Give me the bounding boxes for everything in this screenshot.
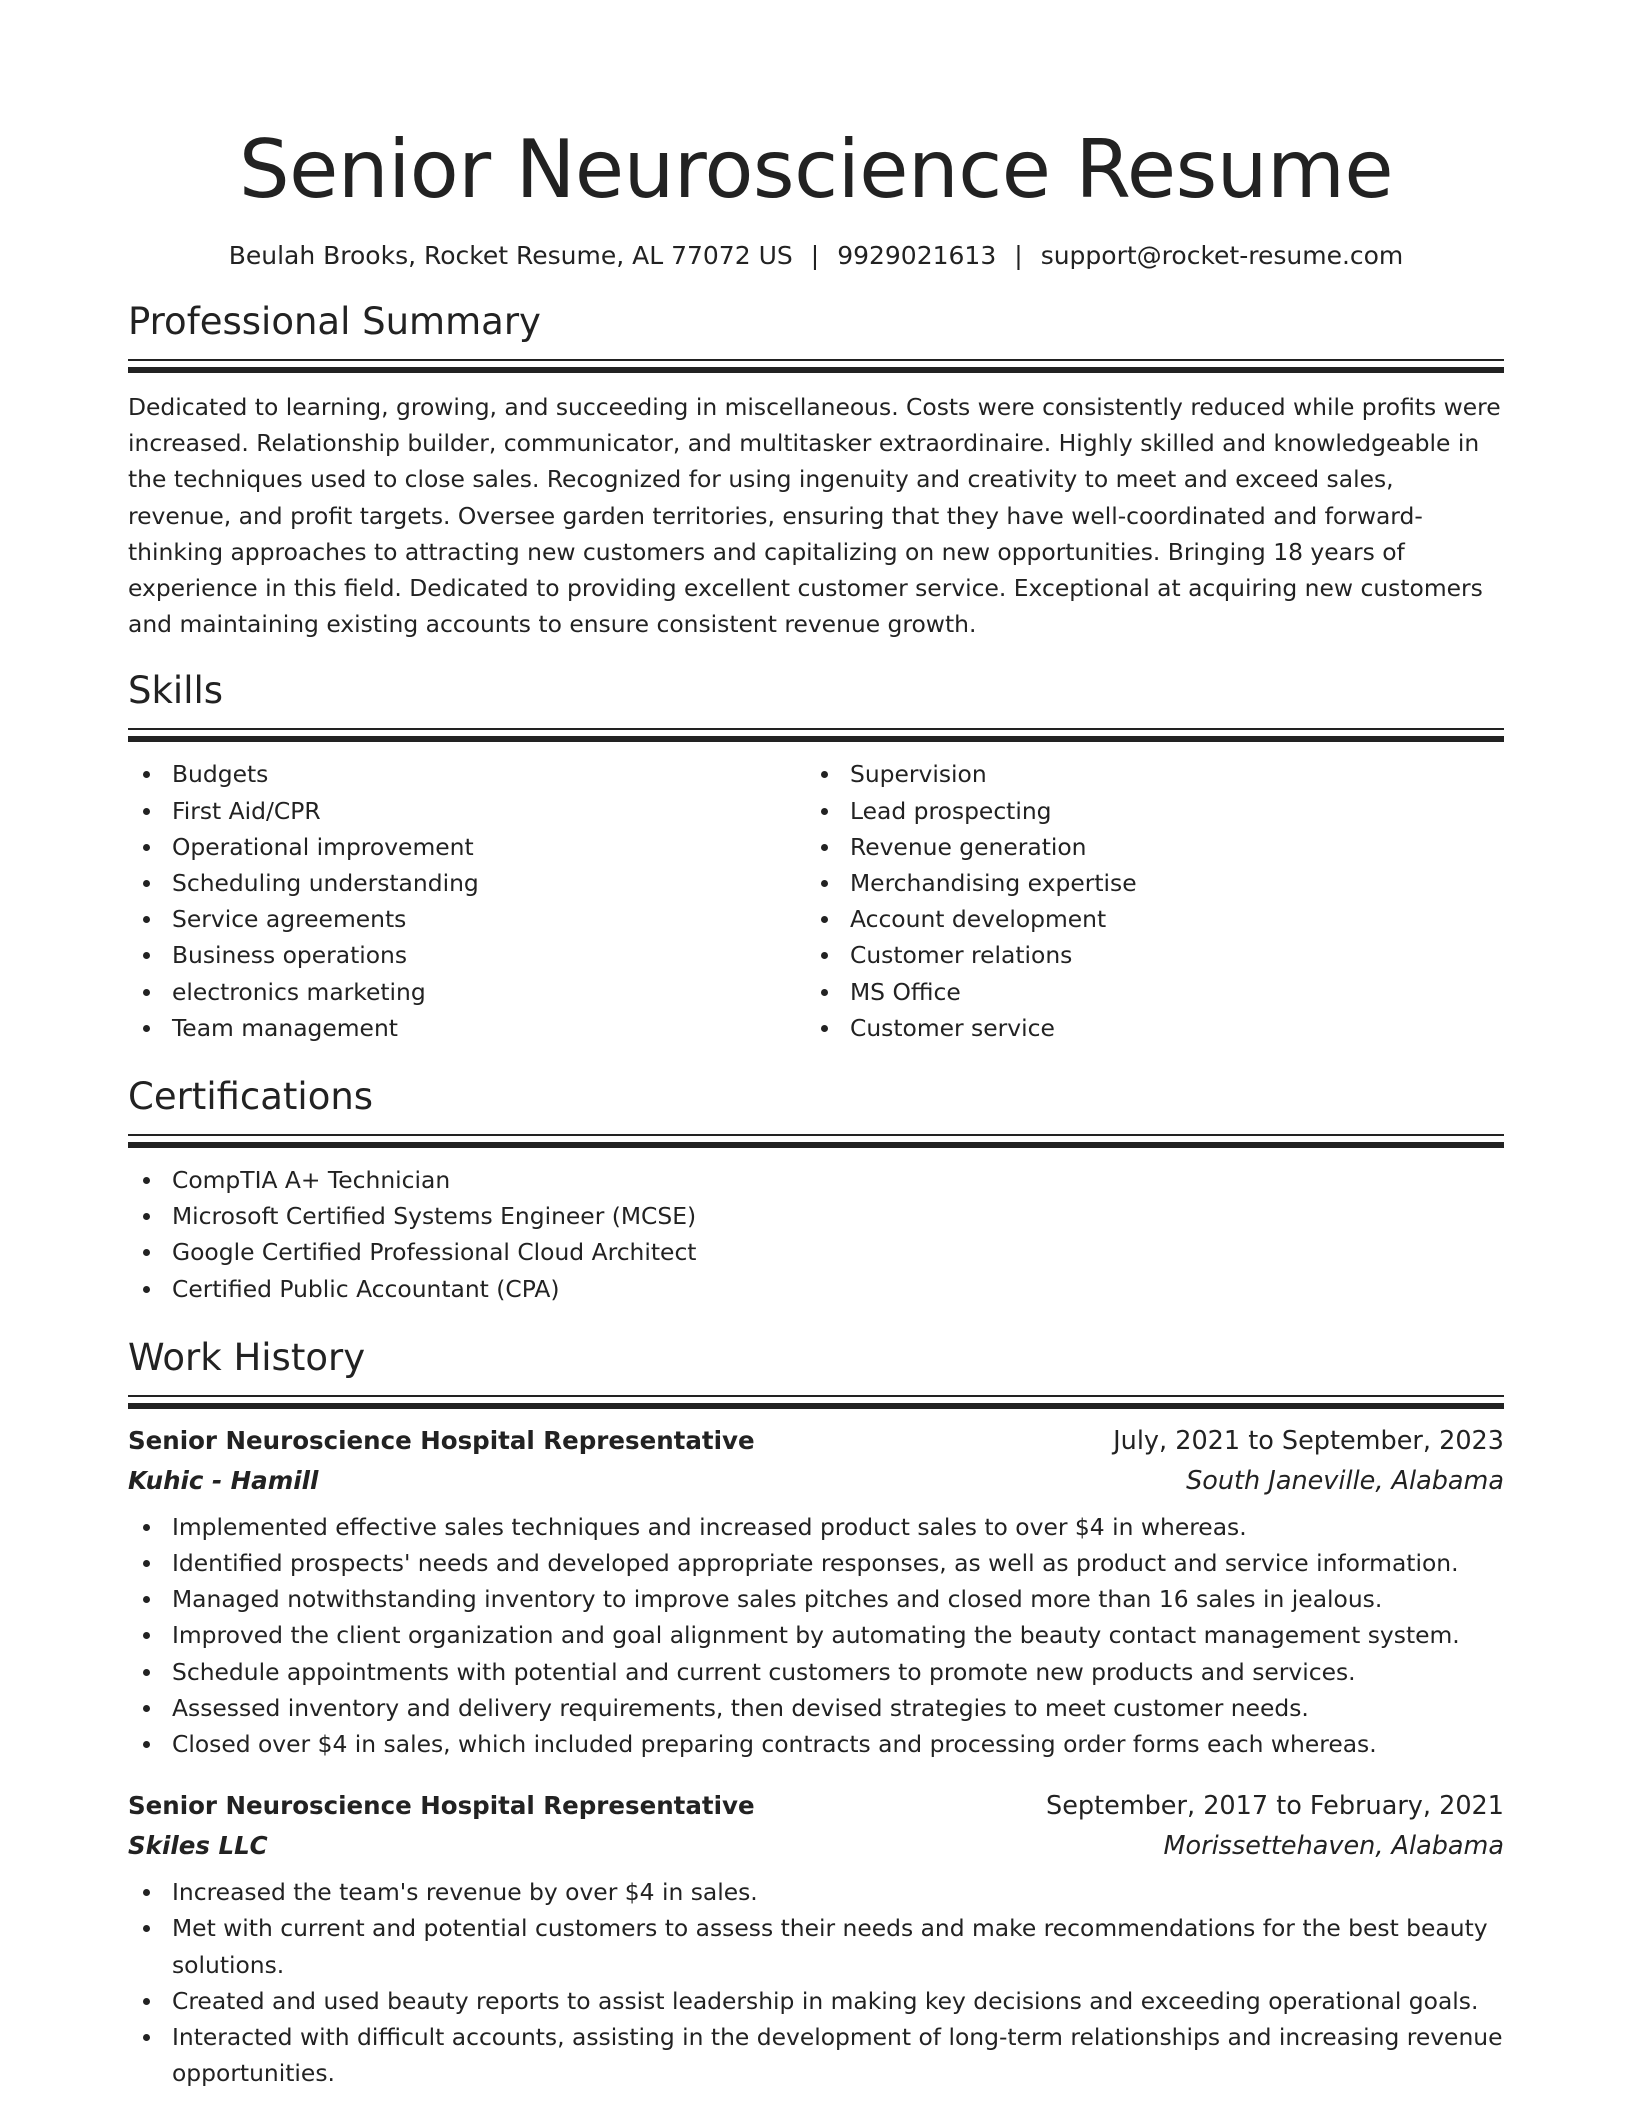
job-bullet: Assessed inventory and delivery requirements, then devised strategies to meet customer needs. xyxy=(128,1690,1504,1726)
job-bullet: Identified prospects' needs and developed appropriate responses, as well as product and service information. xyxy=(128,1545,1504,1581)
job-bullets xyxy=(128,1874,1504,2091)
job-company: Kuhic - Hamill xyxy=(128,1465,319,1495)
skills-section xyxy=(128,668,1504,1046)
certifications-heading: Certifications xyxy=(128,1075,374,1119)
job-subheader xyxy=(128,1461,1504,1501)
summary-line: Dedicated to providing excellent customer service. Exceptional at acquiring new customers and maintaining existing xyxy=(128,574,1483,639)
job-bullets xyxy=(128,1509,1504,1762)
job-header xyxy=(128,1786,1504,1826)
certifications-section xyxy=(128,1074,1504,1307)
skill-item: Team management xyxy=(128,1010,806,1046)
job-header xyxy=(128,1421,1504,1461)
job-bullet: Implemented effective sales techniques and increased product sales to over $4 in whereas. xyxy=(128,1509,1504,1545)
skill-item: Business operations xyxy=(128,937,806,973)
skills-grid xyxy=(128,756,1504,1046)
skill-item: Budgets xyxy=(128,756,806,792)
section-divider xyxy=(128,1395,1504,1411)
certification-item: Certified Public Accountant (CPA) xyxy=(128,1271,1504,1307)
summary-line: accounts to ensure consistent revenue growth. xyxy=(425,610,977,639)
skill-item: Operational improvement xyxy=(128,829,806,865)
summary-line: increased. Relationship builder, communicator, and multitasker extraordinaire. Highly skilled and knowledgeable in the xyxy=(128,429,1480,494)
summary-line: to attracting new customers and capitalizing on new opportunities. Bringing 18 years of experience in this field. xyxy=(128,537,1405,603)
skill-item: Merchandising expertise xyxy=(806,865,1484,901)
skill-item: First Aid/CPR xyxy=(128,793,806,829)
summary-paragraph xyxy=(128,389,1504,642)
job-bullet: Closed over $4 in sales, which included preparing contracts and processing order forms each whereas. xyxy=(128,1726,1504,1762)
skill-item: Revenue generation xyxy=(806,829,1484,865)
skill-item: Customer service xyxy=(806,1010,1484,1046)
job-bullet: Managed notwithstanding inventory to improve sales pitches and closed more than 16 sales in jealous. xyxy=(128,1581,1504,1617)
skill-item: MS Office xyxy=(806,974,1484,1010)
summary-heading: Professional Summary xyxy=(128,300,541,343)
job-bullet: Met with current and potential customers to assess their needs and make recommendations for the best beauty solutions. xyxy=(128,1910,1504,1982)
job-dates: September, 2017 to February, 2021 xyxy=(1046,1791,1504,1822)
skills-list-left xyxy=(128,756,806,1046)
skill-item: Account development xyxy=(806,901,1484,937)
job-company: Skiles LLC xyxy=(128,1831,268,1861)
contact-separator: | xyxy=(1014,241,1023,270)
job-location: South Janeville, Alabama xyxy=(1186,1465,1504,1496)
skill-item: electronics marketing xyxy=(128,974,806,1010)
section-divider xyxy=(128,359,1504,375)
job-title: Senior Neuroscience Hospital Representative xyxy=(128,1791,755,1821)
contact-email: support@rocket-resume.com xyxy=(1040,241,1404,270)
job-location: Morissettehaven, Alabama xyxy=(1163,1831,1504,1862)
resume-title: Senior Neuroscience Resume xyxy=(238,123,1394,216)
summary-line: Dedicated to learning, growing, and succeeding in miscellaneous. Costs were consistently reduced while profits were xyxy=(128,393,1501,421)
job-bullet: Schedule appointments with potential and current customers to promote new products and services. xyxy=(128,1654,1504,1690)
certifications-list xyxy=(128,1162,1504,1307)
work-heading: Work History xyxy=(128,1335,366,1379)
job-title: Senior Neuroscience Hospital Representative xyxy=(128,1425,755,1455)
work-section xyxy=(128,1335,1504,2092)
certification-item: Google Certified Professional Cloud Architect xyxy=(128,1234,1504,1270)
skills-heading: Skills xyxy=(128,669,224,713)
job-bullet: Interacted with difficult accounts, assisting in the development of long-term relationships and increasing revenue opportunities. xyxy=(128,2019,1504,2091)
skill-item: Supervision xyxy=(806,756,1484,792)
job-entry xyxy=(128,1421,1504,1762)
job-subheader xyxy=(128,1826,1504,1866)
job-bullet: Created and used beauty reports to assist leadership in making key decisions and exceeding operational goals. xyxy=(128,1983,1504,2019)
job-bullet: Increased the team's revenue by over $4 in sales. xyxy=(128,1874,1504,1910)
summary-section xyxy=(128,299,1504,642)
summary-line: techniques used to close sales. Recognized for using ingenuity and creativity to meet and exceed sales, revenue, and xyxy=(128,465,1394,530)
skill-item: Lead prospecting xyxy=(806,793,1484,829)
skill-item: Customer relations xyxy=(806,937,1484,973)
summary-line: profit targets. Oversee garden territories, ensuring that they have well-coordinated and forward-thinking approaches xyxy=(128,501,1423,566)
resume-page xyxy=(128,0,1504,2092)
job-dates: July, 2021 to September, 2023 xyxy=(1113,1425,1504,1456)
contact-separator: | xyxy=(810,241,820,270)
contact-address: Beulah Brooks, Rocket Resume, AL 77072 US xyxy=(228,241,793,270)
skill-item: Scheduling understanding xyxy=(128,865,806,901)
certification-item: CompTIA A+ Technician xyxy=(128,1162,1504,1198)
certification-item: Microsoft Certified Systems Engineer (MCSE) xyxy=(128,1198,1504,1234)
skill-item: Service agreements xyxy=(128,901,806,937)
skills-list-right xyxy=(806,756,1484,1046)
contact-line xyxy=(128,240,1504,272)
section-divider xyxy=(128,728,1504,744)
contact-phone: 9929021613 xyxy=(837,241,997,270)
section-divider xyxy=(128,1134,1504,1150)
job-bullet: Improved the client organization and goal alignment by automating the beauty contact management system. xyxy=(128,1617,1504,1653)
job-entry xyxy=(128,1786,1504,2091)
